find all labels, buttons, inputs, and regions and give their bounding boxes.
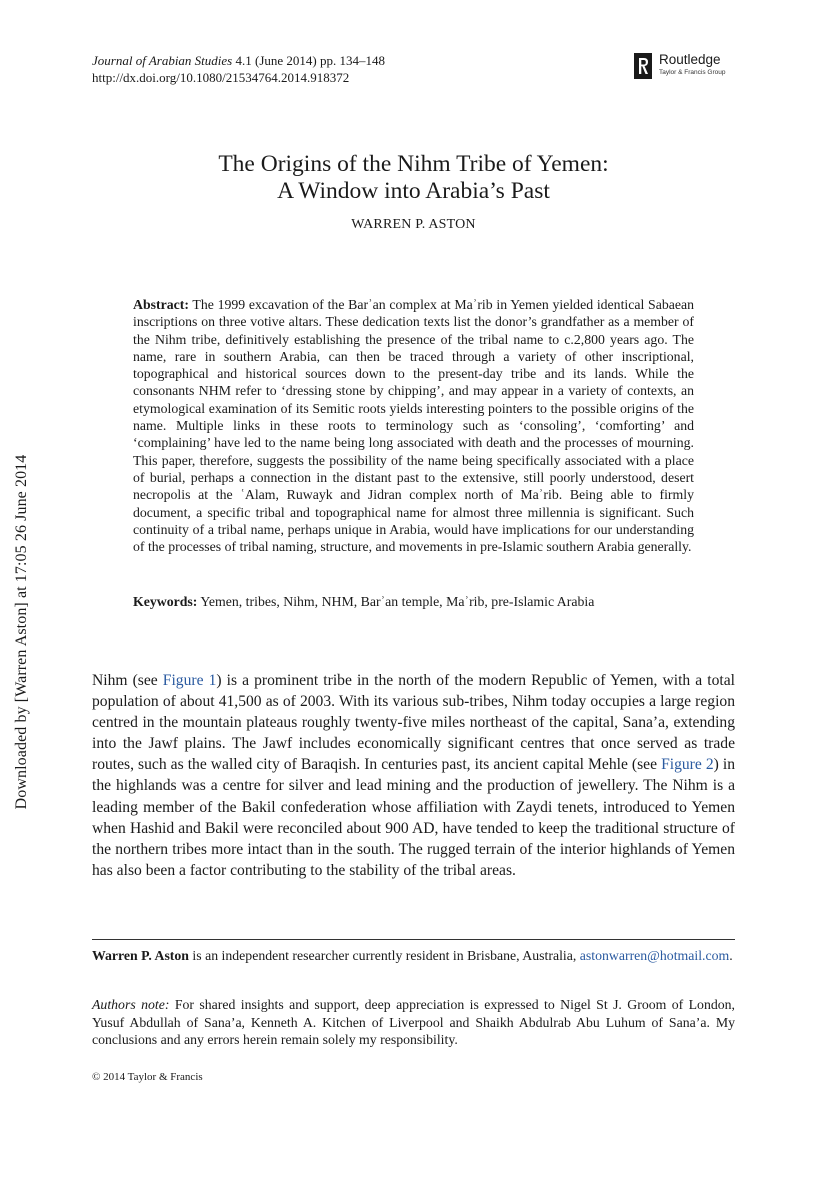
keywords-text: Yemen, tribes, Nihm, NHM, Barʾan temple, Maʾrib, pre-Islamic Arabia [200,594,595,609]
author-bio-end: . [729,948,733,963]
article-title [92,151,735,205]
journal-header [92,52,552,86]
author-bio-name: Warren P. Aston [92,948,189,963]
authors-note-label: Authors note: [92,997,170,1012]
body-text-3: ) in the highlands was a centre for silver and lead mining and the production of jewellery. The Nihm is a leading member of the Bakil confederation whose affiliation with Zaydi tenets, introduced to Yemen when Hashid and Bakil were reconciled about 900 AD, have tended to keep the traditional structure of the northern tribes more intact than in the south. The rugged terrain of the interior highlands of Yemen has also been a factor contributing to the stability of the tribal areas. [92,756,735,879]
journal-name: Journal of Arabian Studies [92,53,233,68]
figure-1-link[interactable]: Figure 1 [162,672,217,689]
keywords [133,593,694,610]
abstract-label: Abstract: [133,297,189,312]
keywords-label: Keywords: [133,594,198,609]
download-watermark [0,0,30,1200]
author-bio-text: is an independent researcher currently resident in Brisbane, Australia, [188,948,580,963]
routledge-r-logo-icon [634,53,652,79]
title-line-2: A Window into Arabia’s Past [277,178,550,204]
publisher-subtitle: Taylor & Francis Group [659,69,726,76]
title-line-1: The Origins of the Nihm Tribe of Yemen: [218,151,609,177]
authors-note [92,996,735,1049]
copyright-notice: © 2014 Taylor & Francis [92,1071,203,1083]
authors-note-text: For shared insights and support, deep appreciation is expressed to Nigel St J. Groom of London, Yusuf Abdullah of Sana’a, Kenneth A. Kitchen of Liverpool and Shaikh Abdulrab Abu Luhum of Sana’a. My conclusions and any errors herein remain solely my responsibility. [92,997,735,1048]
download-note: Downloaded by [Warren Aston] at 17:05 26 June 2014 [13,454,30,810]
figure-2-link[interactable]: Figure 2 [661,756,714,774]
body-text-2: ) is a prominent tribe in the north of the modern Republic of Yemen, with a total population of about 41,500 as of 2003. With its various sub-tribes, Nihm today occupies a large region centred in the mountain plateaus roughly twenty-five miles northeast of the capital, Sana’a, extending into the Jawf plains. The Jawf includes economically significant centres that once served as trade routes, such as the walled city of Baraqish. In centuries past, its ancient capital Mehle (see [92,672,735,774]
footnote-divider [92,939,735,940]
body-paragraph [92,670,735,881]
journal-issue: 4.1 (June 2014) pp. 134–148 [235,53,385,68]
publisher-logo [634,51,744,81]
author-bio [92,947,735,965]
abstract [133,296,694,555]
article-author: WARREN P. ASTON [351,217,476,232]
journal-citation [92,52,552,69]
publisher-name: Routledge [659,52,721,67]
body-text-1: Nihm (see [92,672,163,689]
abstract-text: The 1999 excavation of the Barʾan complex at Maʾrib in Yemen yielded identical Sabaean inscriptions on three votive altars. These dedication texts list the donor’s grandfather as a member of the Nihm tribe, definitively establishing the presence of the tribal name to c.2,800 years ago. The name, rare in southern Arabia, can then be traced through a variety of other inscriptional, topographical and historical sources down to the present-day tribe and its lands. While the consonants NHM refer to ‘dressing stone by chipping’, and may appear in a variety of contexts, an etymological examination of its Semitic roots yields interesting pointers to the possible origins of the name. Multiple links in these roots to terminology such as ‘consoling’, ‘comforting’ and ‘complaining’ have led to the name being long associated with death and the processes of mourning. This paper, therefore, suggests the possibility of the name being specifically associated with a place of burial, perhaps a connection in the distant past to the extensive, still poorly understood, desert necropolis at the ʿAlam, Ruwayk and Jidran complex north of Maʾrib. Being able to firmly document, a specific tribal and topographical name for almost three millennia is significant. Such continuity of a tribal name, perhaps unique in Arabia, would have implications for our understanding of the processes of tribal naming, structure, and movements in pre-Islamic southern Arabia generally. [133,297,695,555]
doi-link[interactable]: http://dx.doi.org/10.1080/21534764.2014.918372 [92,70,350,85]
author-email-link[interactable]: astonwarren@hotmail.com [579,948,730,963]
